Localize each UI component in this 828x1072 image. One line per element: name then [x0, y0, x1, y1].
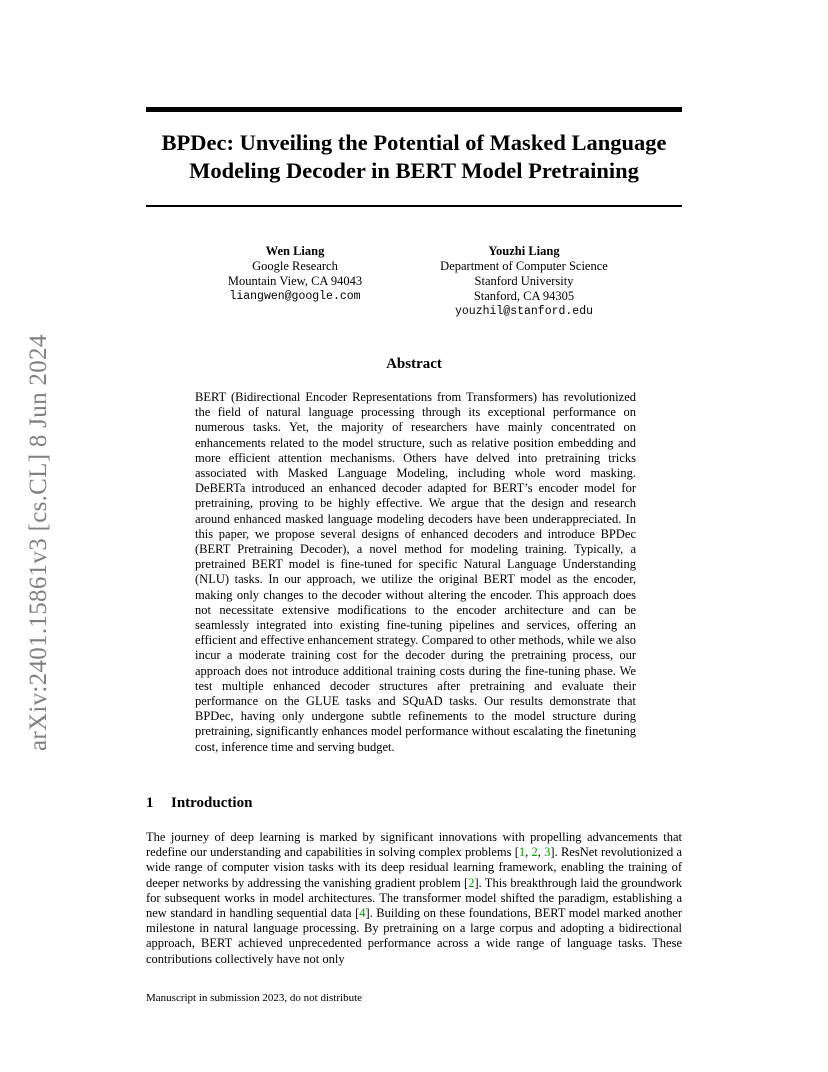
- section-heading: [146, 795, 252, 812]
- author-name: Youzhi Liang: [488, 244, 560, 258]
- arxiv-identifier: arXiv:2401.15861v3 [cs.CL] 8 Jun 2024: [25, 334, 52, 751]
- author-name: Wen Liang: [265, 244, 325, 258]
- section-title: Introduction: [171, 795, 253, 811]
- intro-text: The journey of deep learning is marked by significant innovations with propelling advancements that redefine our understanding and capabilities in solving complex problems [: [146, 830, 682, 860]
- intro-text: ]. ResNet revolutionized a wide range of computer vision tasks with its deep residual learning framework, enabling the training of deeper networks by addressing the vanishing gradient problem [: [146, 845, 682, 890]
- intro-text: ]. This breakthrough laid the groundwork for subsequent works in model architectures. The transformer model shifted the paradigm, establishing a new standard in handling sequential data [: [146, 875, 683, 921]
- paper-title: BPDec: Unveiling the Potential of Masked Language Modeling Decoder in BERT Model Pretraining: [161, 130, 667, 183]
- intro-text: ]. Building on these foundations, BERT model marked another milestone in natural language processing. By pretraining on a large corpus and adopting a bidirectional approach, BERT achieved unprecedented performance across a wide range of language tasks. These contributions collectively have not only: [146, 906, 682, 966]
- author-affiliation: Department of Computer Science: [440, 259, 608, 273]
- intro-text: ,: [525, 845, 532, 860]
- title-bottom-rule: [146, 205, 682, 207]
- intro-paragraph: [146, 830, 682, 967]
- author-institution: Stanford University: [474, 274, 574, 288]
- author-block: [416, 244, 632, 319]
- author-affiliation: Google Research: [252, 259, 338, 273]
- author-email[interactable]: liangwen@google.com: [229, 290, 361, 303]
- author-block: [206, 244, 384, 304]
- title-top-rule: [146, 107, 682, 112]
- citation-link[interactable]: 1: [518, 845, 526, 860]
- abstract-text: BERT (Bidirectional Encoder Representations from Transformers) has revolutionized the field of natural language processing through its exceptional performance on numerous tasks. Yet, the majority of researchers have mainly concentrated on enhancements related to the model structure, such as relative position embedding and more efficient attention mechanisms. Others have delved into pretraining tricks associated with Masked Language Modeling, including whole word masking. DeBERTa introduced an enhanced decoder adapted for BERT’s encoder model for pretraining, proving to be highly effective. We argue that the design and research around enhanced masked language modeling decoders have been underappreciated. In this paper, we propose several designs of enhanced decoders and introduce BPDec (BERT Pretraining Decoder), a novel method for modeling training. Typically, a pretrained BERT model is fine-tuned for specific Natural Language Understanding (NLU) tasks. In our approach, we utilize the original BERT model as the encoder, making only changes to the decoder without altering the encoder. This approach does not necessitate extensive modifications to the encoder architecture and can be seamlessly integrated into existing fine-tuning pipelines and services, offering an efficient and effective enhancement strategy. Compared to other methods, while we also incur a moderate training cost for the decoder during the pretraining process, our approach does not introduce additional training costs during the fine-tuning phase. We test multiple enhanced decoder structures after pretraining and evaluate their performance on the GLUE tasks and SQuAD tasks. Our results demonstrate that BPDec, having only undergone subtle refinements to the model structure during pretraining, significantly enhances model performance without escalating the finetuning cost, inference time and serving budget.: [195, 390, 636, 754]
- author-address: Stanford, CA 94305: [473, 289, 575, 303]
- abstract-heading: Abstract: [386, 356, 442, 372]
- intro-text: ,: [537, 845, 545, 860]
- footer-note: Manuscript in submission 2023, do not distribute: [146, 992, 363, 1004]
- citation-link[interactable]: 2: [468, 875, 475, 890]
- citation-link[interactable]: 2: [531, 845, 538, 860]
- citation-link[interactable]: 4: [359, 906, 366, 921]
- author-address: Mountain View, CA 94043: [227, 274, 363, 288]
- author-email[interactable]: youzhil@stanford.edu: [454, 305, 594, 318]
- citation-link[interactable]: 3: [544, 845, 551, 860]
- section-number: 1: [146, 795, 154, 811]
